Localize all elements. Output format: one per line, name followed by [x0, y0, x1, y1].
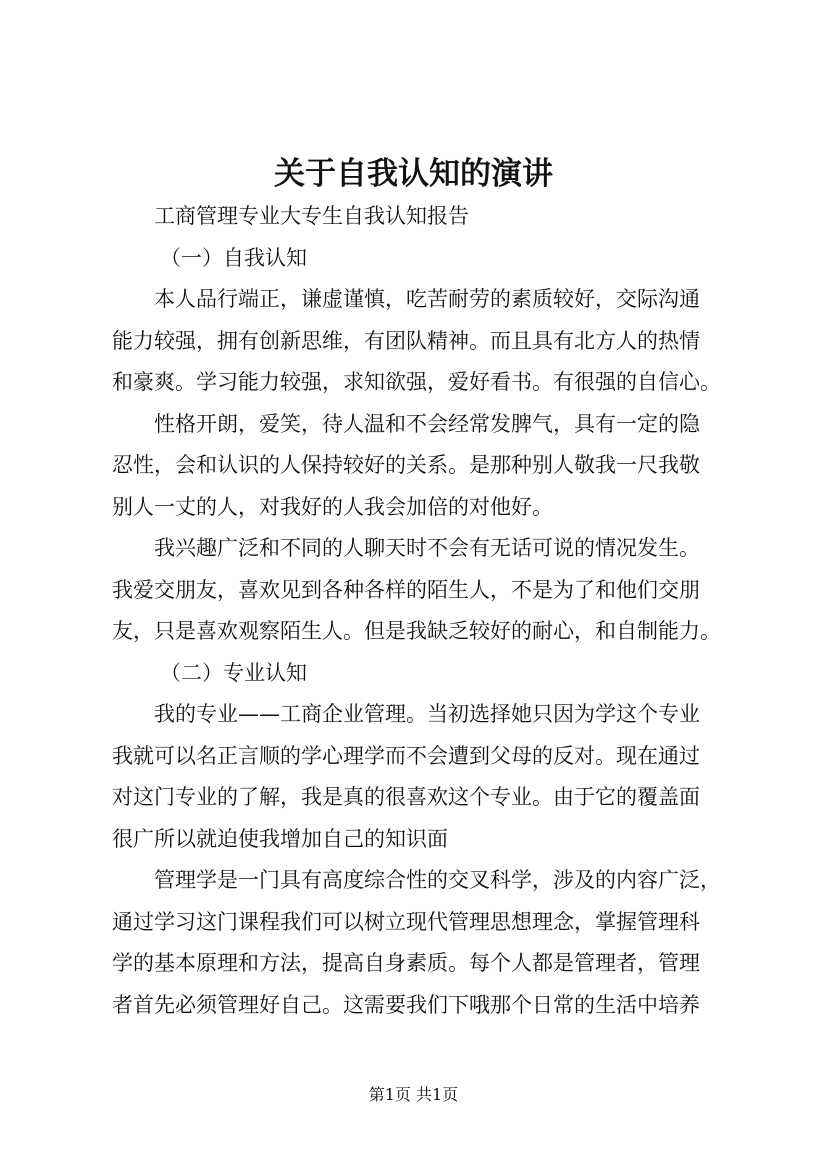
paragraph-line: 能力较强，拥有创新思维，有团队精神。而且具有北方人的热情: [112, 328, 700, 353]
paragraph-line: 对这门专业的了解，我是真的很喜欢这个专业。由于它的覆盖面: [112, 785, 700, 809]
paragraph-line: 我兴趣广泛和不同的人聊天时不会有无话可说的情况发生。: [154, 536, 700, 560]
paragraph-line: 很广所以就迫使我增加自己的知识面: [112, 826, 448, 851]
paragraph-line: 通过学习这门课程我们可以树立现代管理思想理念，掌握管理科: [112, 909, 700, 934]
subtitle-line: 工商管理专业大专生自我认知报告: [154, 204, 469, 228]
paragraph-line: 我的专业——工商企业管理。当初选择她只因为学这个专业: [154, 702, 700, 726]
section-heading-major: （二）专业认知: [160, 660, 307, 685]
paragraph-line: 别人一丈的人，对我好的人我会加倍的对他好。: [112, 494, 553, 519]
paragraph-line: 学的基本原理和方法，提高自身素质。每个人都是管理者，管理: [112, 951, 700, 975]
paragraph-line: 友，只是喜欢观察陌生人。但是我缺乏较好的耐心，和自制能力。: [112, 619, 721, 643]
document-title: 关于自我认知的演讲: [274, 156, 553, 192]
page-footer: 第1页 共1页: [368, 1085, 459, 1104]
paragraph-line: 本人品行端正，谦虚谨慎，吃苦耐劳的素质较好，交际沟通: [154, 287, 700, 311]
document-body: [112, 196, 724, 1026]
paragraph-line: 性格开朗，爱笑，待人温和不会经常发脾气，具有一定的隐: [154, 411, 700, 436]
section-heading-self: （一）自我认知: [160, 245, 307, 270]
paragraph-line: 忍性，会和认识的人保持较好的关系。是那种别人敬我一尺我敬: [112, 453, 700, 477]
paragraph-line: 者首先必须管理好自己。这需要我们下哦那个日常的生活中培养: [112, 992, 700, 1017]
paragraph-line: 我爱交朋友，喜欢见到各种各样的陌生人，不是为了和他们交朋: [112, 577, 700, 602]
paragraph-line: 管理学是一门具有高度综合性的交叉科学，涉及的内容广泛，: [154, 868, 721, 892]
paragraph-line: 和豪爽。学习能力较强，求知欲强，爱好看书。有很强的自信心。: [112, 370, 721, 394]
paragraph-line: 我就可以名正言顺的学心理学而不会遭到父母的反对。现在通过: [112, 743, 700, 768]
